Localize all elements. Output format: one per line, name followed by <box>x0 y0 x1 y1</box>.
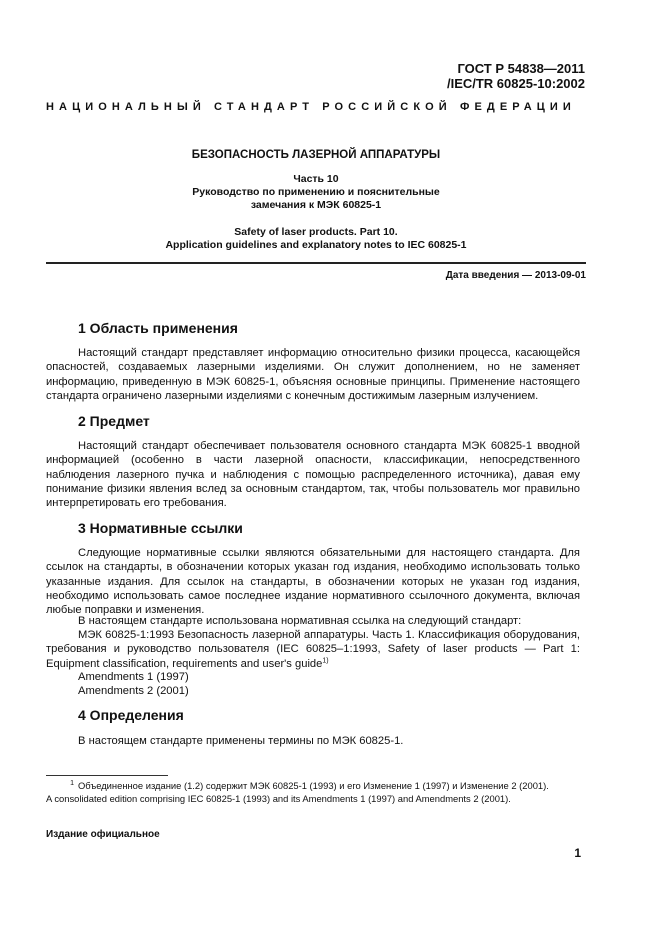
footnote-english: A consolidated edition comprising IEC 60825-1 (1993) and its Amendments 1 (1997) and Amendments 2 (2001). <box>46 793 511 804</box>
document-subtitle <box>46 186 586 212</box>
english-title-line-2: Application guidelines and explanatory notes to IEC 60825-1 <box>165 239 467 251</box>
section-scope-paragraph: Настоящий стандарт представляет информацию относительно физики процесса, касающейся опасностей, создаваемых лазерными изделиями. Он служит дополнением, но не заменяет информацию, приведенную в МЭК 60825-1, объясняя основные принципы. Применение настоящего стандарта ограничено лазерными изделиями с конечным достижимым лазерным излучением. <box>46 347 580 402</box>
standard-code: ГОСТ Р 54838—2011 <box>457 61 585 76</box>
amendment-2: Amendments 2 (2001) <box>78 685 189 697</box>
section-heading-definitions: 4 Определения <box>78 707 184 723</box>
footnote-russian: $^1$ Объединенное издание (1.2) содержит МЭК 60825-1 (1993) и его Изменение 1 (1997) и Изменение 2 (2001). <box>70 779 549 791</box>
introduction-date: Дата введения — 2013-09-01 <box>445 270 586 281</box>
footnote-divider <box>46 775 168 776</box>
normative-references-paragraph-3: МЭК 60825-1:1993 Безопасность лазерной аппаратуры. Часть 1. Классификация оборудования, требования и руководство пользователя (IEC 60825–1:1993, Safety of laser products — Part 1: Equipment classification, requirements and user's guide$^{1)}$ <box>46 629 580 670</box>
document-title: БЕЗОПАСНОСТЬ ЛАЗЕРНОЙ АППАРАТУРЫ <box>191 149 441 161</box>
iec-code: /IEC/TR 60825-10:2002 <box>446 76 585 91</box>
section-heading-subject: 2 Предмет <box>78 413 150 429</box>
english-title <box>46 226 586 252</box>
part-number: Часть 10 <box>293 173 339 185</box>
section-heading-normative-references: 3 Нормативные ссылки <box>78 520 243 536</box>
section-heading-scope: 1 Область применения <box>78 320 238 336</box>
english-title-line-1: Safety of laser products. Part 10. <box>234 226 398 238</box>
footnote-mark: 1 <box>70 779 74 787</box>
subtitle-line-2: замечания к МЭК 60825-1 <box>250 199 382 211</box>
footnote-reference: 1) <box>322 656 329 664</box>
subtitle-line-1: Руководство по применению и пояснительные <box>192 186 440 198</box>
national-standard-banner: НАЦИОНАЛЬНЫЙ СТАНДАРТ РОССИЙСКОЙ ФЕДЕРАЦИИ <box>46 101 576 113</box>
official-edition-label: Издание официальное <box>46 829 160 840</box>
footnote <box>46 779 586 805</box>
section-subject-paragraph: Настоящий стандарт обеспечивает пользователя основного стандарта МЭК 60825-1 вводной информацией (особенно в части лазерной опасности, классификации, непосредственного наблюдения лазерного пучка и наблюдения с помощью распределенного источника), давая ему понимание физики явления вслед за основным стандартом, так, чтобы пользователь мог правильно интерпретировать его требования. <box>46 440 580 510</box>
page-number: 1 <box>574 846 581 860</box>
title-divider <box>46 262 586 264</box>
amendment-1: Amendments 1 (1997) <box>78 671 189 683</box>
definitions-paragraph: В настоящем стандарте применены термины по МЭК 60825-1. <box>78 735 404 747</box>
normative-references-paragraph-2: В настоящем стандарте использована нормативная ссылка на следующий стандарт: <box>78 615 522 627</box>
normative-references-paragraph-1: Следующие нормативные ссылки являются обязательными для настоящего стандарта. Для ссылок на стандарты, в обозначении которых указан год издания, необходимо использовать только указанные издания. Для ссылок на стандарты, в обозначении которых не указан год издания, необходимо использовать самое последнее издание нормативного ссылочного документа, включая любые поправки и изменения. <box>46 547 580 617</box>
